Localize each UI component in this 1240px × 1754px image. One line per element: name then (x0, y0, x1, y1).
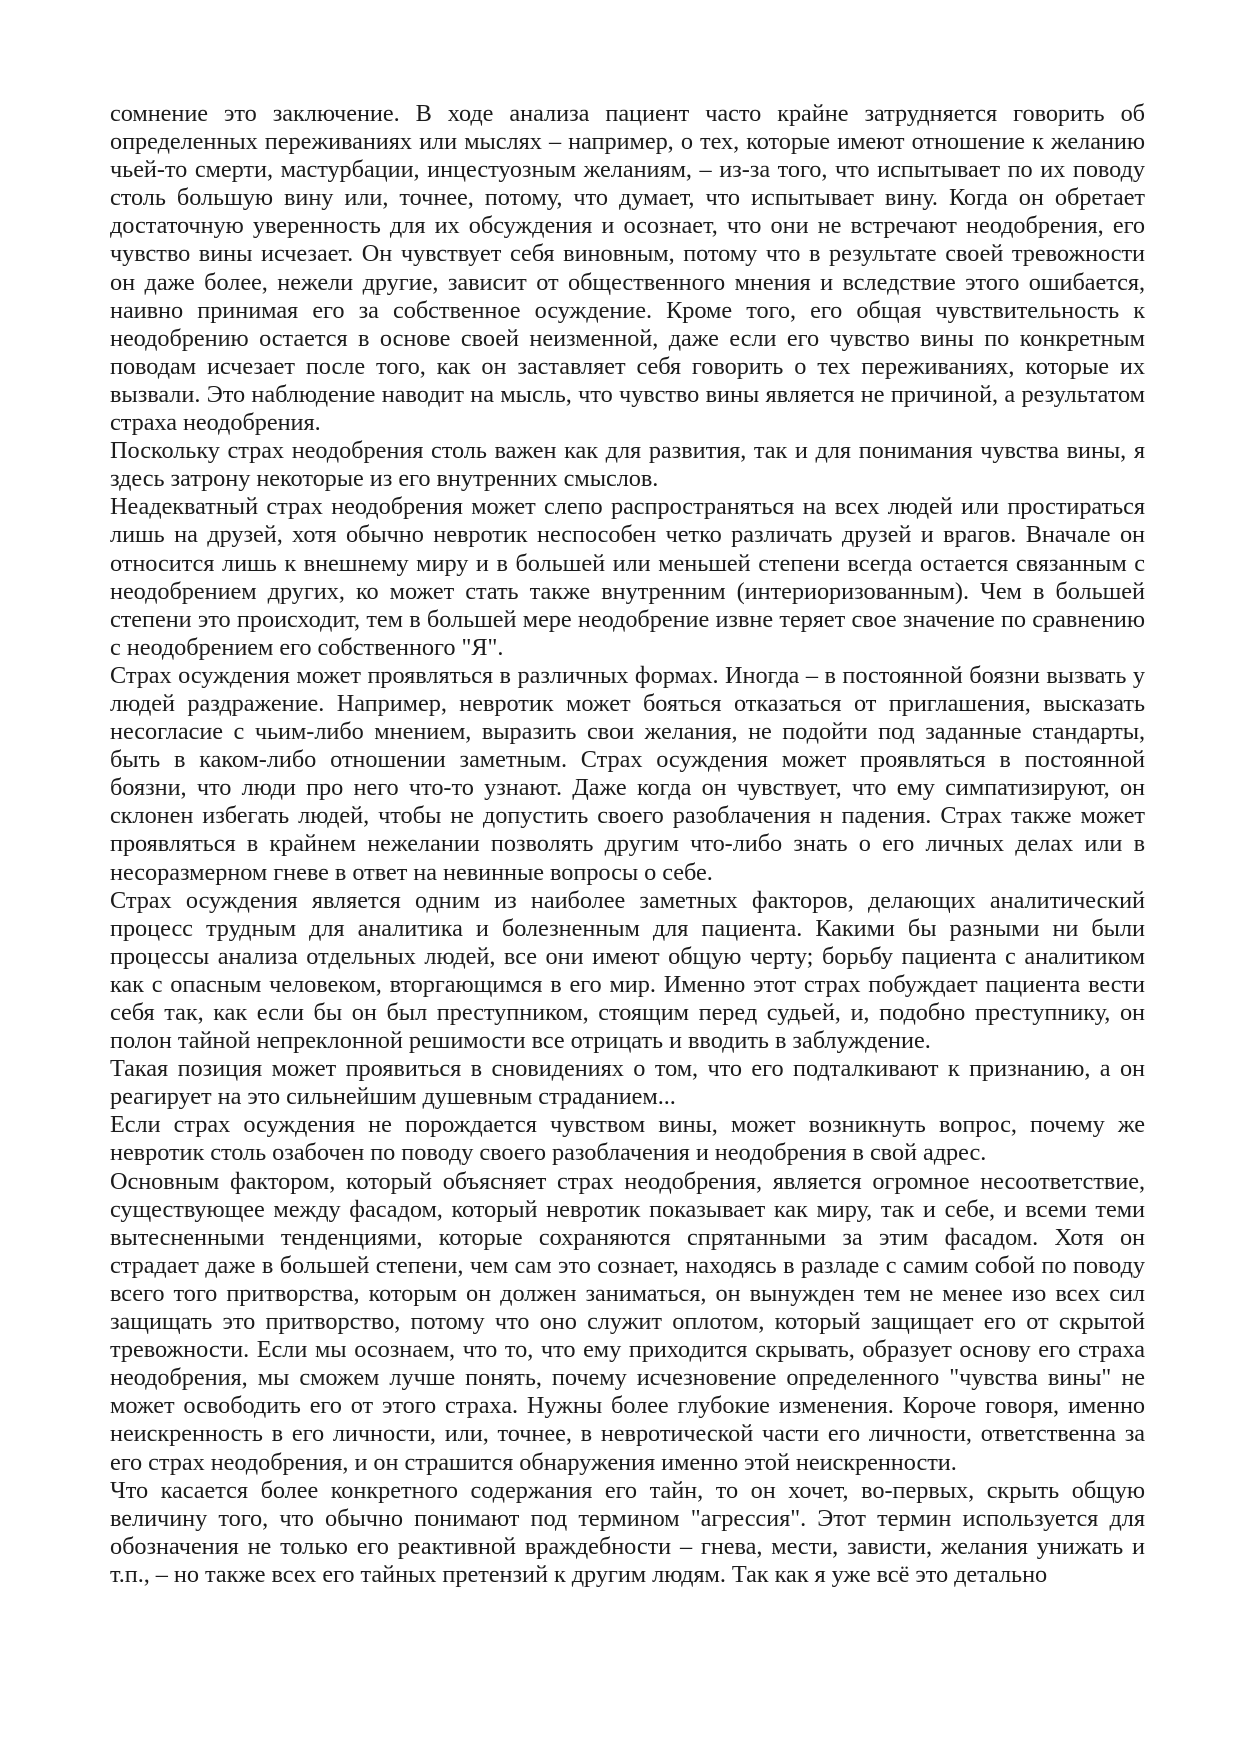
paragraph-4: Страх осуждения может проявляться в различных формах. Иногда – в постоянной боязни вызвать у людей раздражение. Например, невротик может бояться отказаться от приглашения, высказать несогласие с чьим-либо мнением, выразить свои желания, не подойти под заданные стандарты, быть в каком-либо отношении заметным. Страх осуждения может проявляться в постоянной боязни, что люди про него что-то узнают. Даже когда он чувствует, что ему симпатизируют, он склонен избегать людей, чтобы не допустить своего разоблачения н падения. Страх также может проявляться в крайнем нежелании позволять другим что-либо знать о его личных делах или в несоразмерном гневе в ответ на невинные вопросы о себе. (110, 661, 1145, 886)
paragraph-1: сомнение это заключение. В ходе анализа пациент часто крайне затрудняется говорить об определенных переживаниях или мыслях – например, о тех, которые имеют отношение к желанию чьей-то смерти, мастурбации, инцестуозным желаниям, – из-за того, что испытывает по их поводу столь большую вину или, точнее, потому, что думает, что испытывает вину. Когда он обретает достаточную уверенность для их обсуждения и осознает, что они не встречают неодобрения, его чувство вины исчезает. Он чувствует себя виновным, потому что в результате своей тревожности он даже более, нежели другие, зависит от общественного мнения и вследствие этого ошибается, наивно принимая его за собственное осуждение. Кроме того, его общая чувствительность к неодобрению остается в основе своей неизменной, даже если его чувство вины по конкретным поводам исчезает после того, как он заставляет себя говорить о тех переживаниях, которые их вызвали. Это наблюдение наводит на мысль, что чувство вины является не причиной, а результатом страха неодобрения. (110, 100, 1145, 437)
document-body (110, 100, 1145, 1589)
paragraph-8: Основным фактором, который объясняет страх неодобрения, является огромное несоответствие, существующее между фасадом, который невротик показывает как миру, так и себе, и всеми теми вытесненными тенденциями, которые сохраняются спрятанными за этим фасадом. Хотя он страдает даже в большей степени, чем сам это сознает, находясь в разладе с самим собой по поводу всего того притворства, которым он должен заниматься, он вынужден тем не менее изо всех сил защищать это притворство, потому что оно служит оплотом, который защищает его от скрытой тревожности. Если мы осознаем, что то, что ему приходится скрывать, образует основу его страха неодобрения, мы сможем лучше понять, почему исчезновение определенного "чувства вины" не может освободить его от этого страха. Нужны более глубокие изменения. Короче говоря, именно неискренность в его личности, или, точнее, в невротической части его личности, ответственна за его страх неодобрения, и он страшится обнаружения именно этой неискренности. (110, 1167, 1145, 1476)
paragraph-5: Страх осуждения является одним из наиболее заметных факторов, делающих аналитический процесс трудным для аналитика и болезненным для пациента. Какими бы разными ни были процессы анализа отдельных людей, все они имеют общую черту; борьбу пациента с аналитиком как с опасным человеком, вторгающимся в его мир. Именно этот страх побуждает пациента вести себя так, как если бы он был преступником, стоящим перед судьей, и, подобно преступнику, он полон тайной непреклонной решимости все отрицать и вводить в заблуждение. (110, 886, 1145, 1055)
paragraph-6: Такая позиция может проявиться в сновидениях о том, что его подталкивают к признанию, а он реагирует на это сильнейшим душевным страданием... (110, 1055, 1145, 1111)
paragraph-7: Если страх осуждения не порождается чувством вины, может возникнуть вопрос, почему же невротик столь озабочен по поводу своего разоблачения и неодобрения в свой адрес. (110, 1111, 1145, 1167)
paragraph-2: Поскольку страх неодобрения столь важен как для развития, так и для понимания чувства вины, я здесь затрону некоторые из его внутренних смыслов. (110, 437, 1145, 493)
paragraph-3: Неадекватный страх неодобрения может слепо распространяться на всех людей или простираться лишь на друзей, хотя обычно невротик неспособен четко различать друзей и врагов. Вначале он относится лишь к внешнему миру и в большей или меньшей степени всегда остается связанным с неодобрением других, ко может стать также внутренним (интериоризованным). Чем в большей степени это происходит, тем в большей мере неодобрение извне теряет свое значение по сравнению с неодобрением его собственного "Я". (110, 493, 1145, 661)
paragraph-9: Что касается более конкретного содержания его тайн, то он хочет, во-первых, скрыть общую величину того, что обычно понимают под термином "агрессия". Этот термин используется для обозначения не только его реактивной враждебности – гнева, мести, зависти, желания унижать и т.п., – но также всех его тайных претензий к другим людям. Так как я уже всё это детально (110, 1476, 1145, 1588)
